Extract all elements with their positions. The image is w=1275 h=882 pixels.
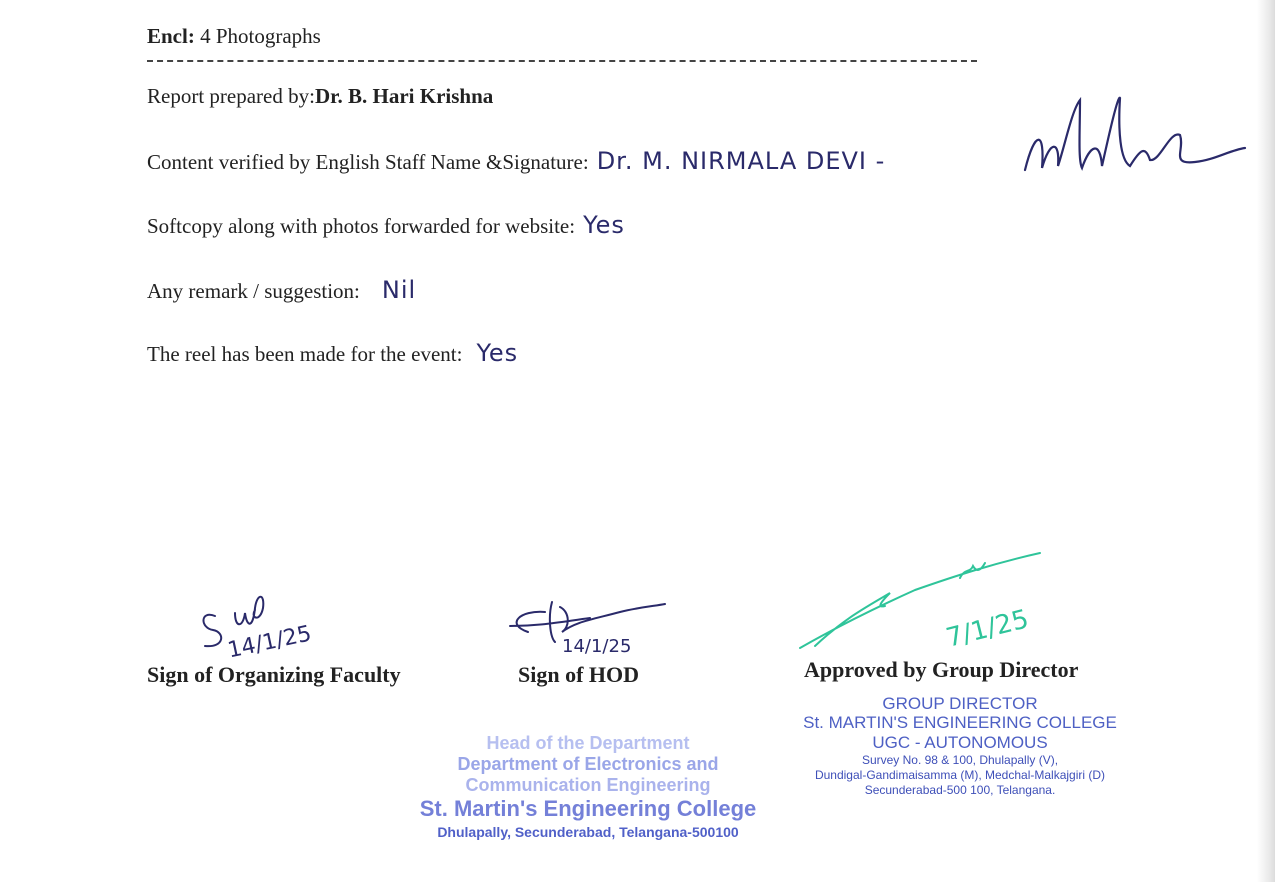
gd-stamp-line6: Secunderabad-500 100, Telangana. (864, 783, 1056, 797)
hod-stamp-line3: Communication Engineering (465, 775, 711, 795)
hod-stamp-line1: Head of the Department (486, 733, 690, 753)
remark-label: Any remark / suggestion: (147, 279, 360, 303)
softcopy-line (147, 211, 625, 239)
gd-stamp-line5: Dundigal-Gandimaisamma (M), Medchal-Malkajgiri (D) (814, 768, 1106, 782)
remark-line (147, 276, 416, 304)
organizing-faculty-date: 14/1/25 (225, 621, 314, 664)
hod-stamp-line2: Department of Electronics and (457, 754, 719, 774)
group-director-caption: Approved by Group Director (804, 657, 1079, 682)
reel-answer: Yes (476, 339, 519, 367)
report-name: Dr. B. Hari Krishna (314, 84, 494, 108)
reel-label: The reel has been made for the event: (147, 342, 463, 366)
remark-answer: Nil (381, 276, 417, 304)
content-verified-line (147, 147, 885, 175)
dashed-divider (147, 60, 977, 62)
softcopy-answer: Yes (583, 211, 625, 239)
gd-stamp-line3: UGC - AUTONOMOUS (872, 733, 1048, 752)
report-label: Report prepared by: (147, 84, 315, 108)
verifier-handwritten-name: Dr. M. NIRMALA DEVI - (596, 147, 886, 175)
report-line (147, 84, 493, 109)
gd-stamp-line2: St. MARTIN'S ENGINEERING COLLEGE (803, 713, 1117, 732)
hod-stamp-line5: Dhulapally, Secunderabad, Telangana-500100 (437, 824, 739, 840)
gd-stamp-line4: Survey No. 98 & 100, Dhulapally (V), (861, 753, 1059, 767)
hod-caption: Sign of HOD (518, 662, 640, 687)
softcopy-label: Softcopy along with photos forwarded for website: (147, 214, 576, 238)
verifier-signature (1020, 90, 1250, 185)
group-director-date: 7/1/25 (943, 604, 1032, 654)
enclosure-line (147, 24, 321, 49)
organizing-faculty-caption: Sign of Organizing Faculty (147, 662, 401, 687)
page-edge-shadow (1257, 0, 1275, 882)
group-director-stamp (780, 694, 1140, 798)
gd-stamp-line1: GROUP DIRECTOR (882, 694, 1038, 713)
hod-date: 14/1/25 (562, 636, 632, 657)
organizing-faculty-signature (195, 588, 335, 663)
enclosure-label: Encl: (147, 24, 195, 48)
hod-stamp (388, 733, 788, 842)
content-verified-label: Content verified by English Staff Name &Signature: (147, 150, 589, 174)
group-director-signature (795, 548, 1055, 658)
hod-signature (500, 592, 680, 667)
enclosure-value: 4 Photographs (200, 24, 321, 48)
reel-line (147, 339, 518, 367)
hod-stamp-line4: St. Martin's Engineering College (419, 796, 757, 821)
